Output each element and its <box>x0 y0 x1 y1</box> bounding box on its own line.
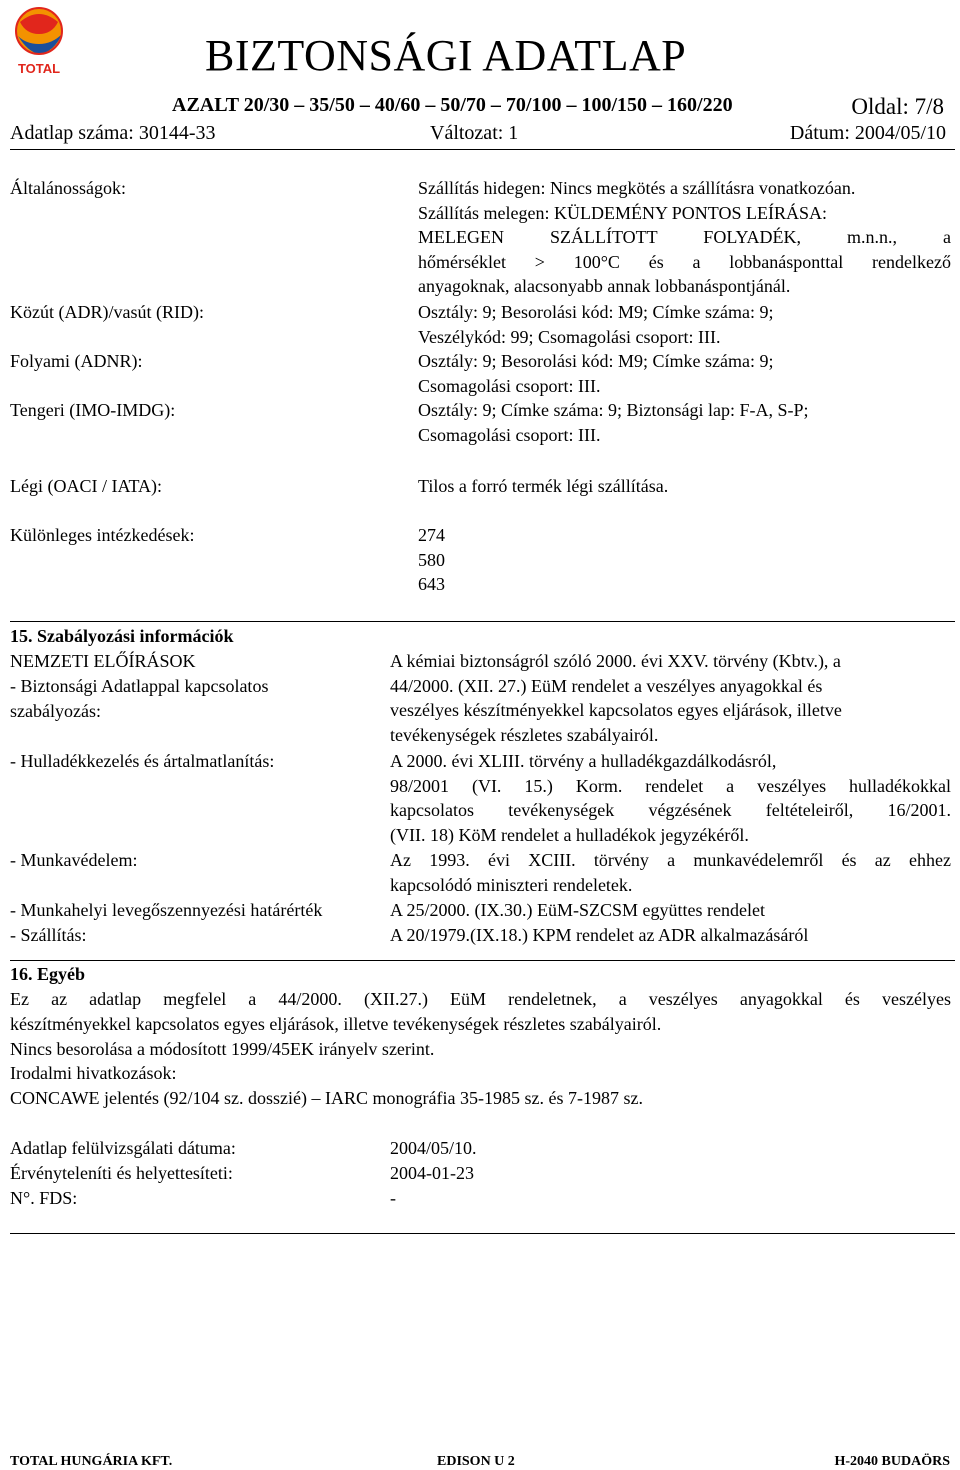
valid-value: 2004-01-23 <box>390 1163 474 1183</box>
header-divider <box>10 149 955 150</box>
national-label: NEMZETI ELŐÍRÁSOK <box>10 651 196 671</box>
waste-value <box>390 749 951 847</box>
footer-address: EDISON U 2 <box>437 1454 515 1469</box>
section-16-divider <box>10 960 955 961</box>
sds-line: tevékenységek részletes szabályairól. <box>390 724 659 745</box>
general-line: MELEGEN SZÁLLÍTOTT FOLYADÉK, m.n.n., a <box>418 227 951 247</box>
para1-line: készítményekkel kapcsolatos egyes eljárások, illetve tevékenységek részletes szabályairól. <box>10 1013 662 1034</box>
river-value <box>418 349 951 398</box>
air-value: Tilos a forró termék légi szállítása. <box>418 476 669 496</box>
river-label: Folyami (ADNR): <box>10 351 143 371</box>
labour-label: - Munkavédelem: <box>10 850 138 870</box>
section-15-heading: 15. Szabályozási információk <box>10 626 234 646</box>
sds-line: A kémiai biztonságról szóló 2000. évi XXV. törvény (Kbtv.), a <box>390 651 841 671</box>
general-value <box>418 176 951 299</box>
workplace-value: A 25/2000. (IX.30.) EüM-SZCSM együttes rendelet <box>390 900 765 920</box>
river-line: Csomagolási csoport: III. <box>418 375 601 396</box>
special-codes <box>418 523 951 597</box>
total-logo-icon <box>8 4 70 76</box>
sea-line: Osztály: 9; Címke száma: 9; Biztonsági lap: F-A, S-P; <box>418 400 809 420</box>
road-value <box>418 300 951 349</box>
sea-value <box>418 398 951 447</box>
waste-line: 98/2001 (VI. 15.) Korm. rendelet a veszélyes hulladékokkal <box>390 775 951 796</box>
river-line: Osztály: 9; Besorolási kód: M9; Címke száma: 9; <box>418 351 774 371</box>
general-line: anyagoknak, alacsonyabb annak lobbanáspontjánál. <box>418 276 791 296</box>
waste-line: (VII. 18) KöM rendelet a hulladékok jegyzékéről. <box>390 824 749 845</box>
special-code: 580 <box>418 549 445 570</box>
sds-label-line: szabályozás: <box>10 700 101 721</box>
sea-line: Csomagolási csoport: III. <box>418 424 601 445</box>
sheet-number: Adatlap száma: 30144-33 <box>10 122 216 144</box>
shipping-label: - Szállítás: <box>10 925 87 945</box>
page-number: Oldal: 7/8 <box>851 94 944 119</box>
road-line: Veszélykód: 99; Csomagolási csoport: III. <box>418 326 721 347</box>
sds-value <box>390 649 951 747</box>
general-line: Szállítás hidegen: Nincs megkötés a szállításra vonatkozóan. <box>418 178 856 198</box>
fds-value: - <box>390 1188 396 1208</box>
logo-wordmark: TOTAL <box>17 61 61 76</box>
section-16-para3: Irodalmi hivatkozások: <box>10 1063 177 1083</box>
sea-label: Tengeri (IMO-IMDG): <box>10 400 176 420</box>
footer-city: H-2040 BUDAÖRS <box>834 1454 950 1469</box>
waste-line: A 2000. évi XLIII. törvény a hulladékgazdálkodásról, <box>390 751 777 771</box>
version: Változat: 1 <box>430 122 519 144</box>
sds-line: veszélyes készítményekkel kapcsolatos egyes eljárások, illetve <box>390 700 842 720</box>
section-16-para4: CONCAWE jelentés (92/104 sz. dosszié) – IARC monográfia 35-1985 sz. és 7-1987 sz. <box>10 1088 643 1108</box>
review-value: 2004/05/10. <box>390 1138 477 1158</box>
workplace-label: - Munkahelyi levegőszennyezési határérték <box>10 900 323 920</box>
general-line: hőmérséklet > 100°C és a lobbanásponttal rendelkező <box>418 251 951 272</box>
section-16-para1 <box>10 987 951 1036</box>
issue-date: Dátum: 2004/05/10 <box>789 122 946 144</box>
shipping-value: A 20/1979.(IX.18.) KPM rendelet az ADR alkalmazásáról <box>390 925 809 945</box>
air-label: Légi (OACI / IATA): <box>10 476 163 496</box>
review-label: Adatlap felülvizsgálati dátuma: <box>10 1138 236 1158</box>
sds-label <box>10 674 268 723</box>
waste-line: kapcsolatos tevékenységek végzésének feltételeiről, 16/2001. <box>390 800 951 820</box>
waste-label: - Hulladékkezelés és ártalmatlanítás: <box>10 751 275 771</box>
end-divider <box>10 1233 955 1234</box>
footer-company: TOTAL HUNGÁRIA KFT. <box>10 1454 173 1469</box>
special-code: 643 <box>418 574 445 594</box>
fds-label: N°. FDS: <box>10 1188 78 1208</box>
total-logo <box>8 4 70 76</box>
labour-line: Az 1993. évi XCIII. törvény a munkavédelemről és az ehhez <box>390 850 951 870</box>
section-15-divider <box>10 621 955 622</box>
special-code: 274 <box>418 525 445 545</box>
section-16-para2: Nincs besorolása a módosított 1999/45EK irányelv szerint. <box>10 1039 435 1059</box>
document-title: BIZTONSÁGI ADATLAP <box>205 31 687 80</box>
para1-line: Ez az adatlap megfelel a 44/2000. (XII.27.) EüM rendeletnek, a veszélyes anyagokkal és veszélyes <box>10 989 951 1009</box>
sds-label-line: - Biztonsági Adatlappal kapcsolatos <box>10 676 269 696</box>
labour-line: kapcsolódó miniszteri rendeletek. <box>390 874 633 895</box>
section-16-heading: 16. Egyéb <box>10 964 86 984</box>
product-list: AZALT 20/30 – 35/50 – 40/60 – 50/70 – 70/100 – 100/150 – 160/220 <box>172 94 733 116</box>
valid-label: Érvényteleníti és helyettesíteti: <box>10 1163 233 1183</box>
special-label: Különleges intézkedések: <box>10 525 195 545</box>
road-label: Közút (ADR)/vasút (RID): <box>10 302 204 322</box>
general-line: Szállítás melegen: KÜLDEMÉNY PONTOS LEÍRÁSA: <box>418 202 827 223</box>
sds-line: 44/2000. (XII. 27.) EüM rendelet a veszélyes anyagokkal és <box>390 675 823 696</box>
general-label: Általánosságok: <box>10 178 126 198</box>
labour-value <box>390 848 951 897</box>
road-line: Osztály: 9; Besorolási kód: M9; Címke száma: 9; <box>418 302 774 322</box>
